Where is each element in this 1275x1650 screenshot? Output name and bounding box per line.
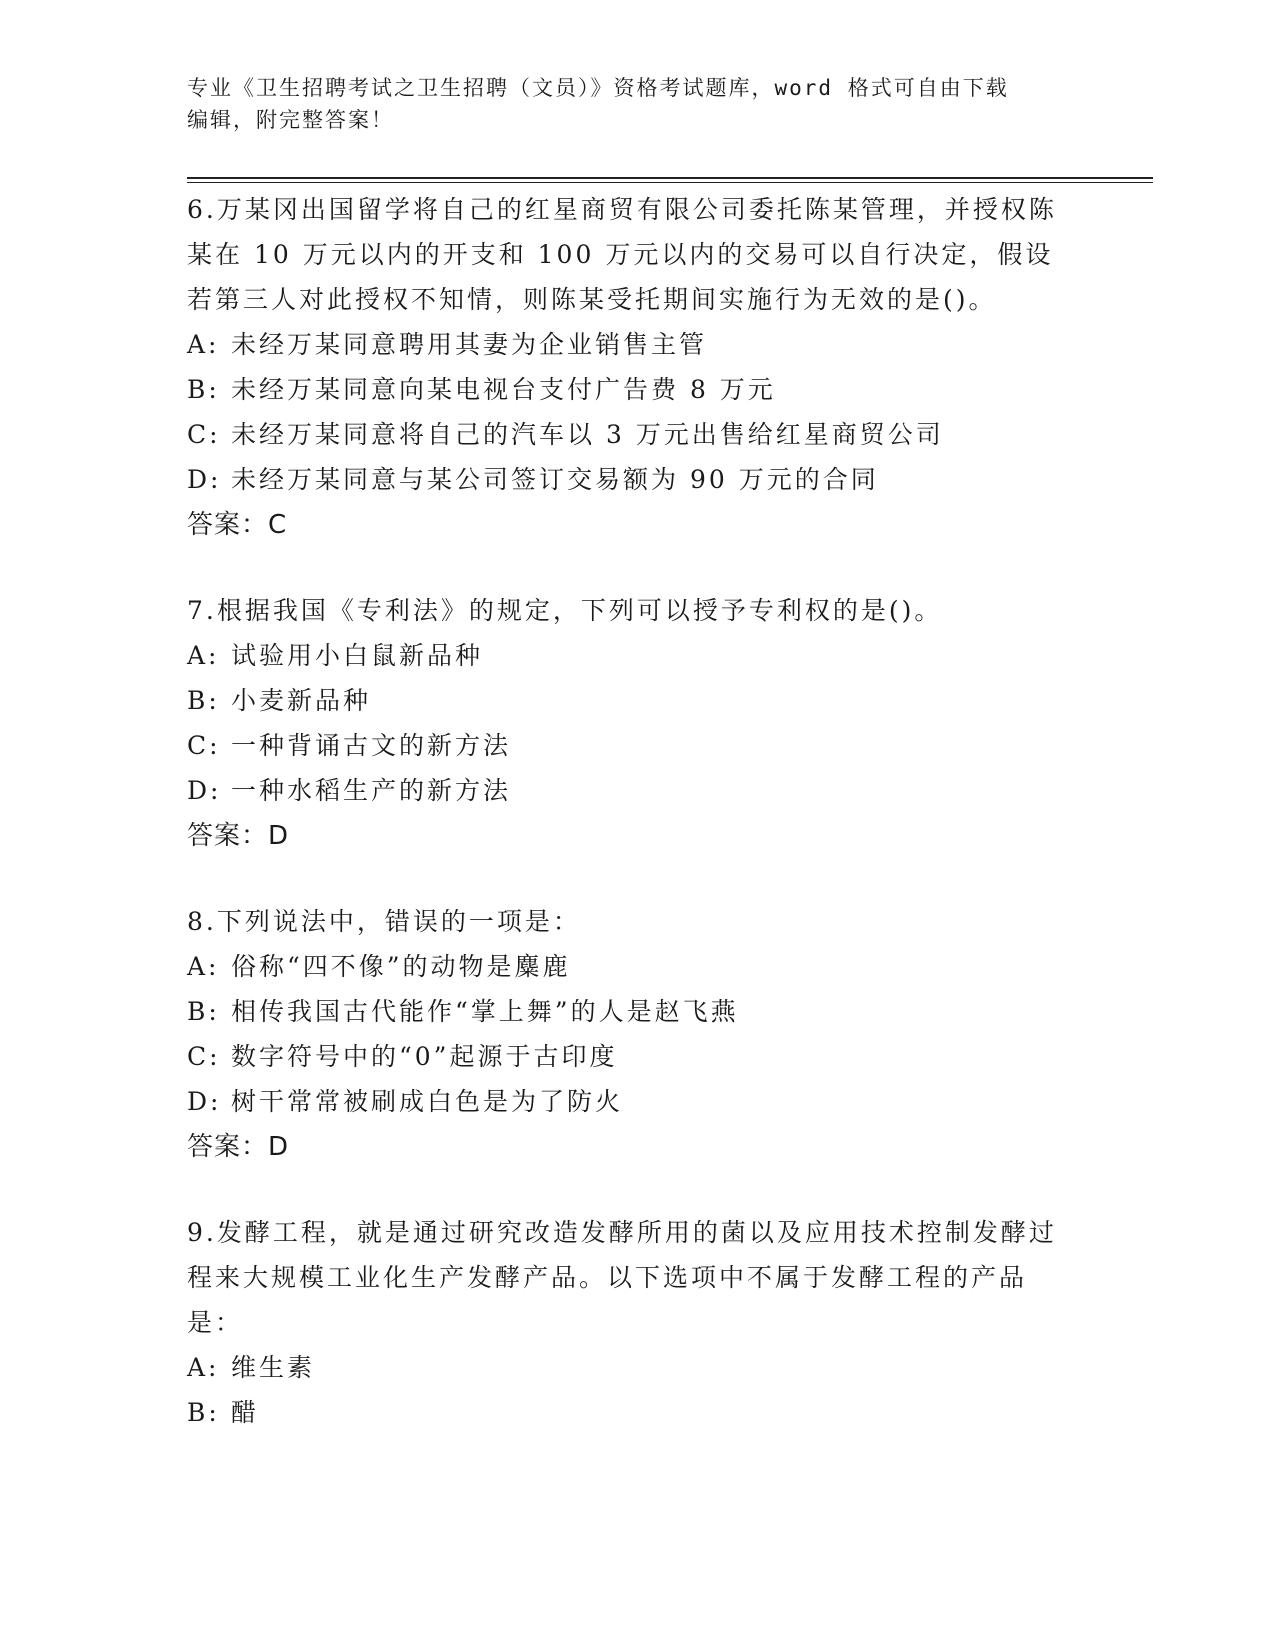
header-line-2: 编辑，附完整答案！ (187, 108, 394, 132)
option-key: B: (187, 375, 220, 404)
option-b (187, 367, 1067, 412)
option-key: B: (187, 686, 220, 715)
option-b (187, 678, 1067, 723)
option-d (187, 1079, 1067, 1124)
option-b (187, 1390, 1067, 1435)
option-text: 小麦新品种 (231, 686, 372, 715)
option-c (187, 412, 1067, 457)
option-a (187, 633, 1067, 678)
question-7 (187, 588, 1067, 859)
header-divider-thin (187, 182, 1153, 183)
answer-line: 答案：C (187, 510, 288, 540)
header-line-1: 专业《卫生招聘考试之卫生招聘（文员）》资格考试题库，word 格式可自由下载 (187, 76, 1009, 100)
option-text: 未经万某同意与某公司签订交易额为 90 万元的合同 (231, 465, 879, 494)
option-key: A: (187, 330, 220, 359)
option-key: B: (187, 997, 220, 1026)
option-key: A: (187, 641, 220, 670)
option-text: 俗称“四不像”的动物是麋鹿 (231, 952, 571, 981)
option-text: 树干常常被刷成白色是为了防火 (231, 1087, 624, 1116)
option-text: 未经万某同意将自己的汽车以 3 万元出售给红星商贸公司 (231, 420, 944, 449)
answer-line: 答案：D (187, 1132, 290, 1162)
option-text: 一种水稻生产的新方法 (231, 776, 512, 805)
option-b (187, 989, 1067, 1034)
option-c (187, 1034, 1067, 1079)
option-d (187, 768, 1067, 813)
option-key: D: (187, 465, 222, 494)
question-stem: 6.万某冈出国留学将自己的红星商贸有限公司委托陈某管理，并授权陈某在 10 万元以内的开支和 100 万元以内的交易可以自行决定，假设若第三人对此授权不知情，则陈某受托期间实施行为无效的是()。 (187, 195, 1057, 314)
option-key: A: (187, 952, 220, 981)
option-text: 醋 (231, 1398, 260, 1427)
option-key: B: (187, 1398, 220, 1427)
question-stem: 7.根据我国《专利法》的规定，下列可以授予专利权的是()。 (187, 596, 943, 625)
option-text: 数字符号中的“0”起源于古印度 (231, 1042, 618, 1071)
question-stem: 9.发酵工程，就是通过研究改造发酵所用的菌以及应用技术控制发酵过程来大规模工业化生产发酵产品。以下选项中不属于发酵工程的产品是： (187, 1218, 1057, 1337)
question-8 (187, 899, 1067, 1170)
option-text: 未经万某同意向某电视台支付广告费 8 万元 (231, 375, 776, 404)
option-key: C: (187, 731, 221, 760)
option-text: 维生素 (231, 1353, 316, 1382)
question-6 (187, 187, 1067, 548)
option-text: 相传我国古代能作“掌上舞”的人是赵飞燕 (231, 997, 739, 1026)
question-9 (187, 1210, 1067, 1435)
answer-line: 答案：D (187, 821, 290, 851)
option-key: C: (187, 1042, 221, 1071)
option-key: D: (187, 1087, 222, 1116)
option-a (187, 322, 1067, 367)
option-key: C: (187, 420, 221, 449)
option-text: 一种背诵古文的新方法 (231, 731, 512, 760)
question-list (187, 187, 1067, 1475)
option-c (187, 723, 1067, 768)
header-divider-thick (187, 177, 1153, 179)
option-text: 试验用小白鼠新品种 (231, 641, 484, 670)
option-text: 未经万某同意聘用其妻为企业销售主管 (231, 330, 708, 359)
option-key: A: (187, 1353, 220, 1382)
document-header (187, 72, 1067, 136)
option-key: D: (187, 776, 222, 805)
option-a (187, 1345, 1067, 1390)
option-d (187, 457, 1067, 502)
question-stem: 8.下列说法中，错误的一项是： (187, 907, 581, 936)
option-a (187, 944, 1067, 989)
